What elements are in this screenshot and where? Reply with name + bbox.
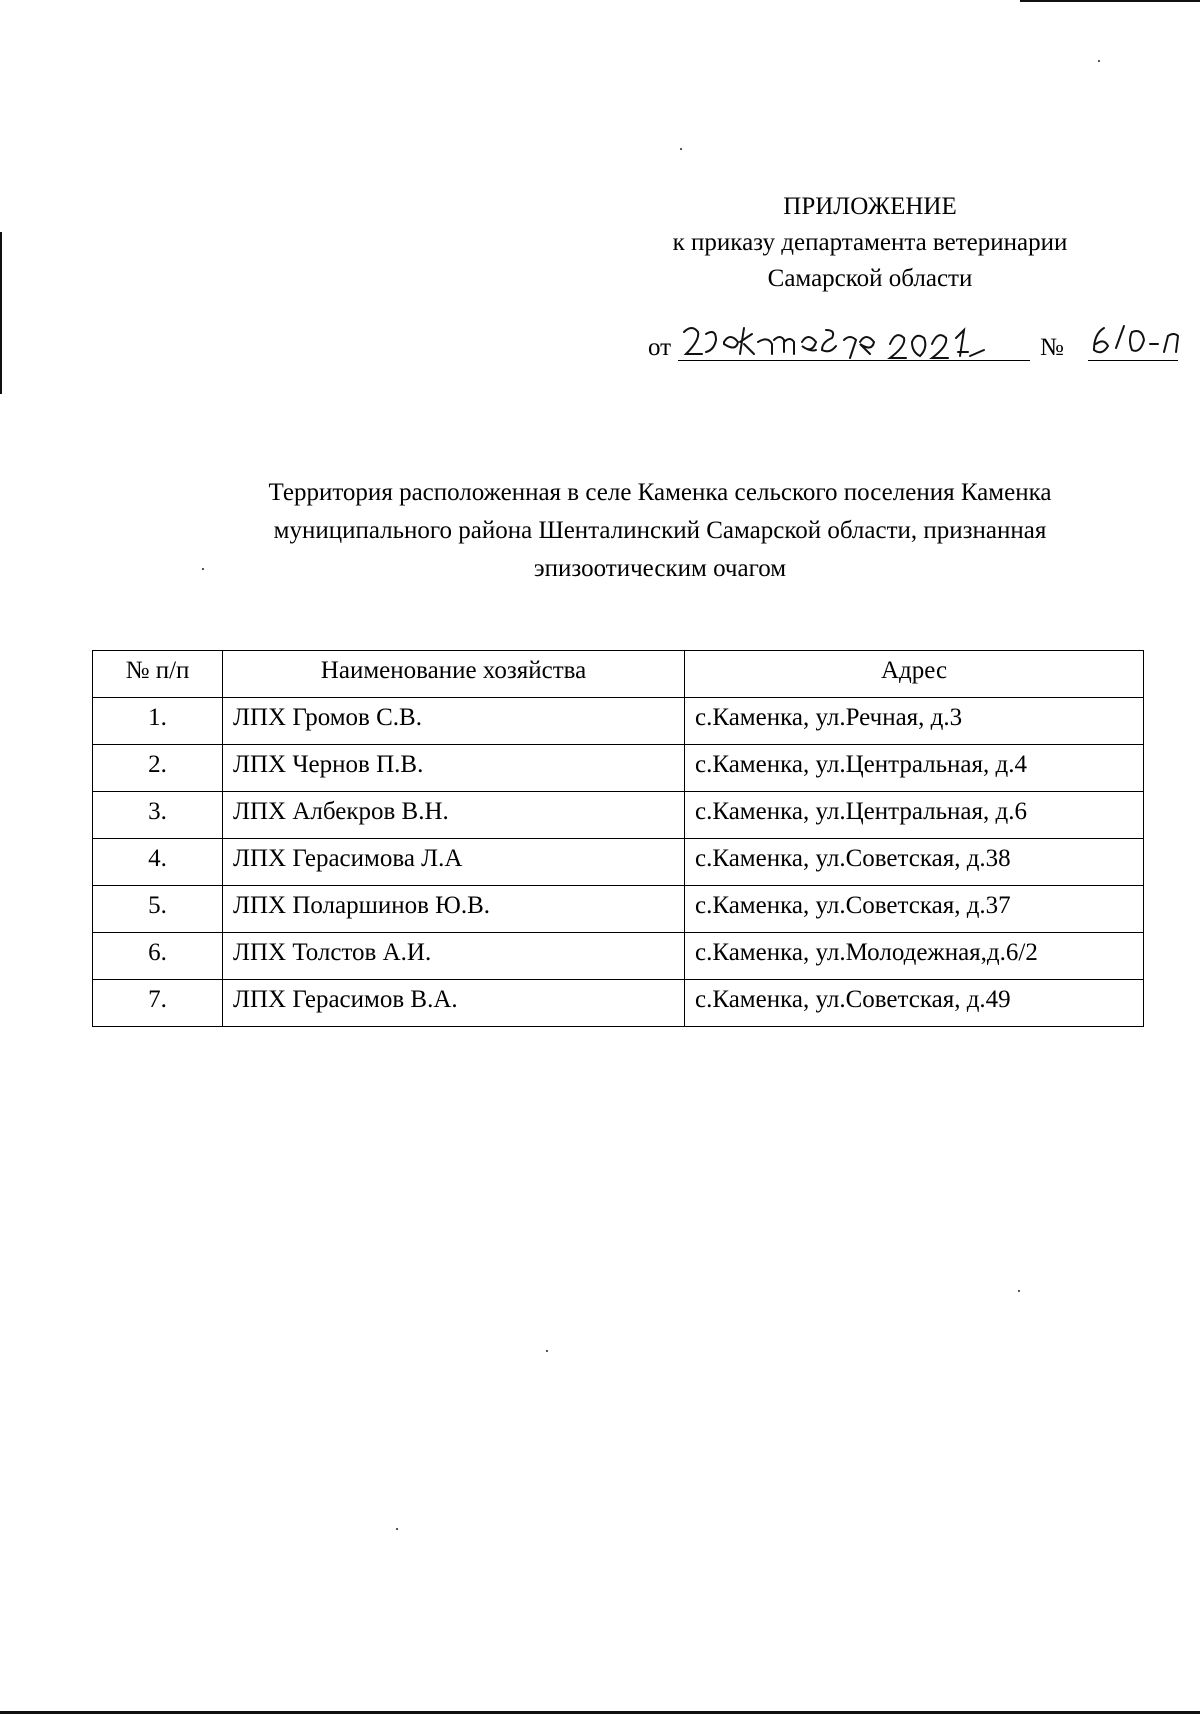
handwritten-date-and-number xyxy=(640,320,1200,370)
farm-address: с.Каменка, ул.Центральная, д.6 xyxy=(685,792,1144,839)
table-header-row xyxy=(93,651,1144,698)
heading-line-2: муниципального района Шенталинский Самарской области, признанная xyxy=(273,517,1047,544)
appendix-order-reference: к приказу департамента ветеринарии xyxy=(672,229,1068,256)
table-row xyxy=(93,886,1144,933)
farm-name: ЛПХ Толстов А.И. xyxy=(223,933,685,980)
table-row xyxy=(93,792,1144,839)
farm-name: ЛПХ Громов С.В. xyxy=(223,698,685,745)
column-header-farm-name: Наименование хозяйства xyxy=(223,651,685,698)
appendix-region: Самарской области xyxy=(767,265,973,292)
appendix-title: ПРИЛОЖЕНИЕ xyxy=(783,193,957,220)
column-header-number: № п/п xyxy=(93,651,223,698)
farm-address: с.Каменка, ул.Речная, д.3 xyxy=(685,698,1144,745)
scan-speck xyxy=(680,148,682,150)
scan-speck xyxy=(546,1350,548,1352)
farm-address: с.Каменка, ул.Советская, д.49 xyxy=(685,980,1144,1027)
row-number: 7. xyxy=(93,980,223,1027)
table-row xyxy=(93,980,1144,1027)
row-number: 6. xyxy=(93,933,223,980)
farm-name: ЛПХ Герасимова Л.А xyxy=(223,839,685,886)
farm-address: с.Каменка, ул.Молодежная,д.6/2 xyxy=(685,933,1144,980)
farm-name: ЛПХ Герасимов В.А. xyxy=(223,980,685,1027)
row-number: 3. xyxy=(93,792,223,839)
farm-name: ЛПХ Чернов П.В. xyxy=(223,745,685,792)
row-number: 5. xyxy=(93,886,223,933)
farms-table xyxy=(92,650,1144,1027)
farm-name: ЛПХ Албекров В.Н. xyxy=(223,792,685,839)
row-number: 2. xyxy=(93,745,223,792)
document-heading xyxy=(180,474,1140,588)
farm-address: с.Каменка, ул.Советская, д.37 xyxy=(685,886,1144,933)
scan-speck xyxy=(1018,1290,1020,1292)
table-row xyxy=(93,839,1144,886)
order-number-label: № xyxy=(1040,334,1064,361)
farm-name: ЛПХ Поларшинов Ю.В. xyxy=(223,886,685,933)
order-from-label: от xyxy=(648,334,672,361)
row-number: 4. xyxy=(93,839,223,886)
row-number: 1. xyxy=(93,698,223,745)
scan-edge-left xyxy=(0,232,2,394)
scan-speck xyxy=(396,1528,398,1530)
table-row xyxy=(93,745,1144,792)
order-date-number-line xyxy=(640,320,1160,370)
farm-address: с.Каменка, ул.Советская, д.38 xyxy=(685,839,1144,886)
table-row xyxy=(93,698,1144,745)
table-row xyxy=(93,933,1144,980)
farm-address: с.Каменка, ул.Центральная, д.4 xyxy=(685,745,1144,792)
scan-edge-top xyxy=(1020,0,1200,2)
heading-line-3: эпизоотическим очагом xyxy=(533,555,787,582)
scan-speck xyxy=(1098,60,1100,62)
column-header-address: Адрес xyxy=(685,651,1144,698)
heading-line-1: Территория расположенная в селе Каменка сельского поселения Каменка xyxy=(268,479,1052,506)
